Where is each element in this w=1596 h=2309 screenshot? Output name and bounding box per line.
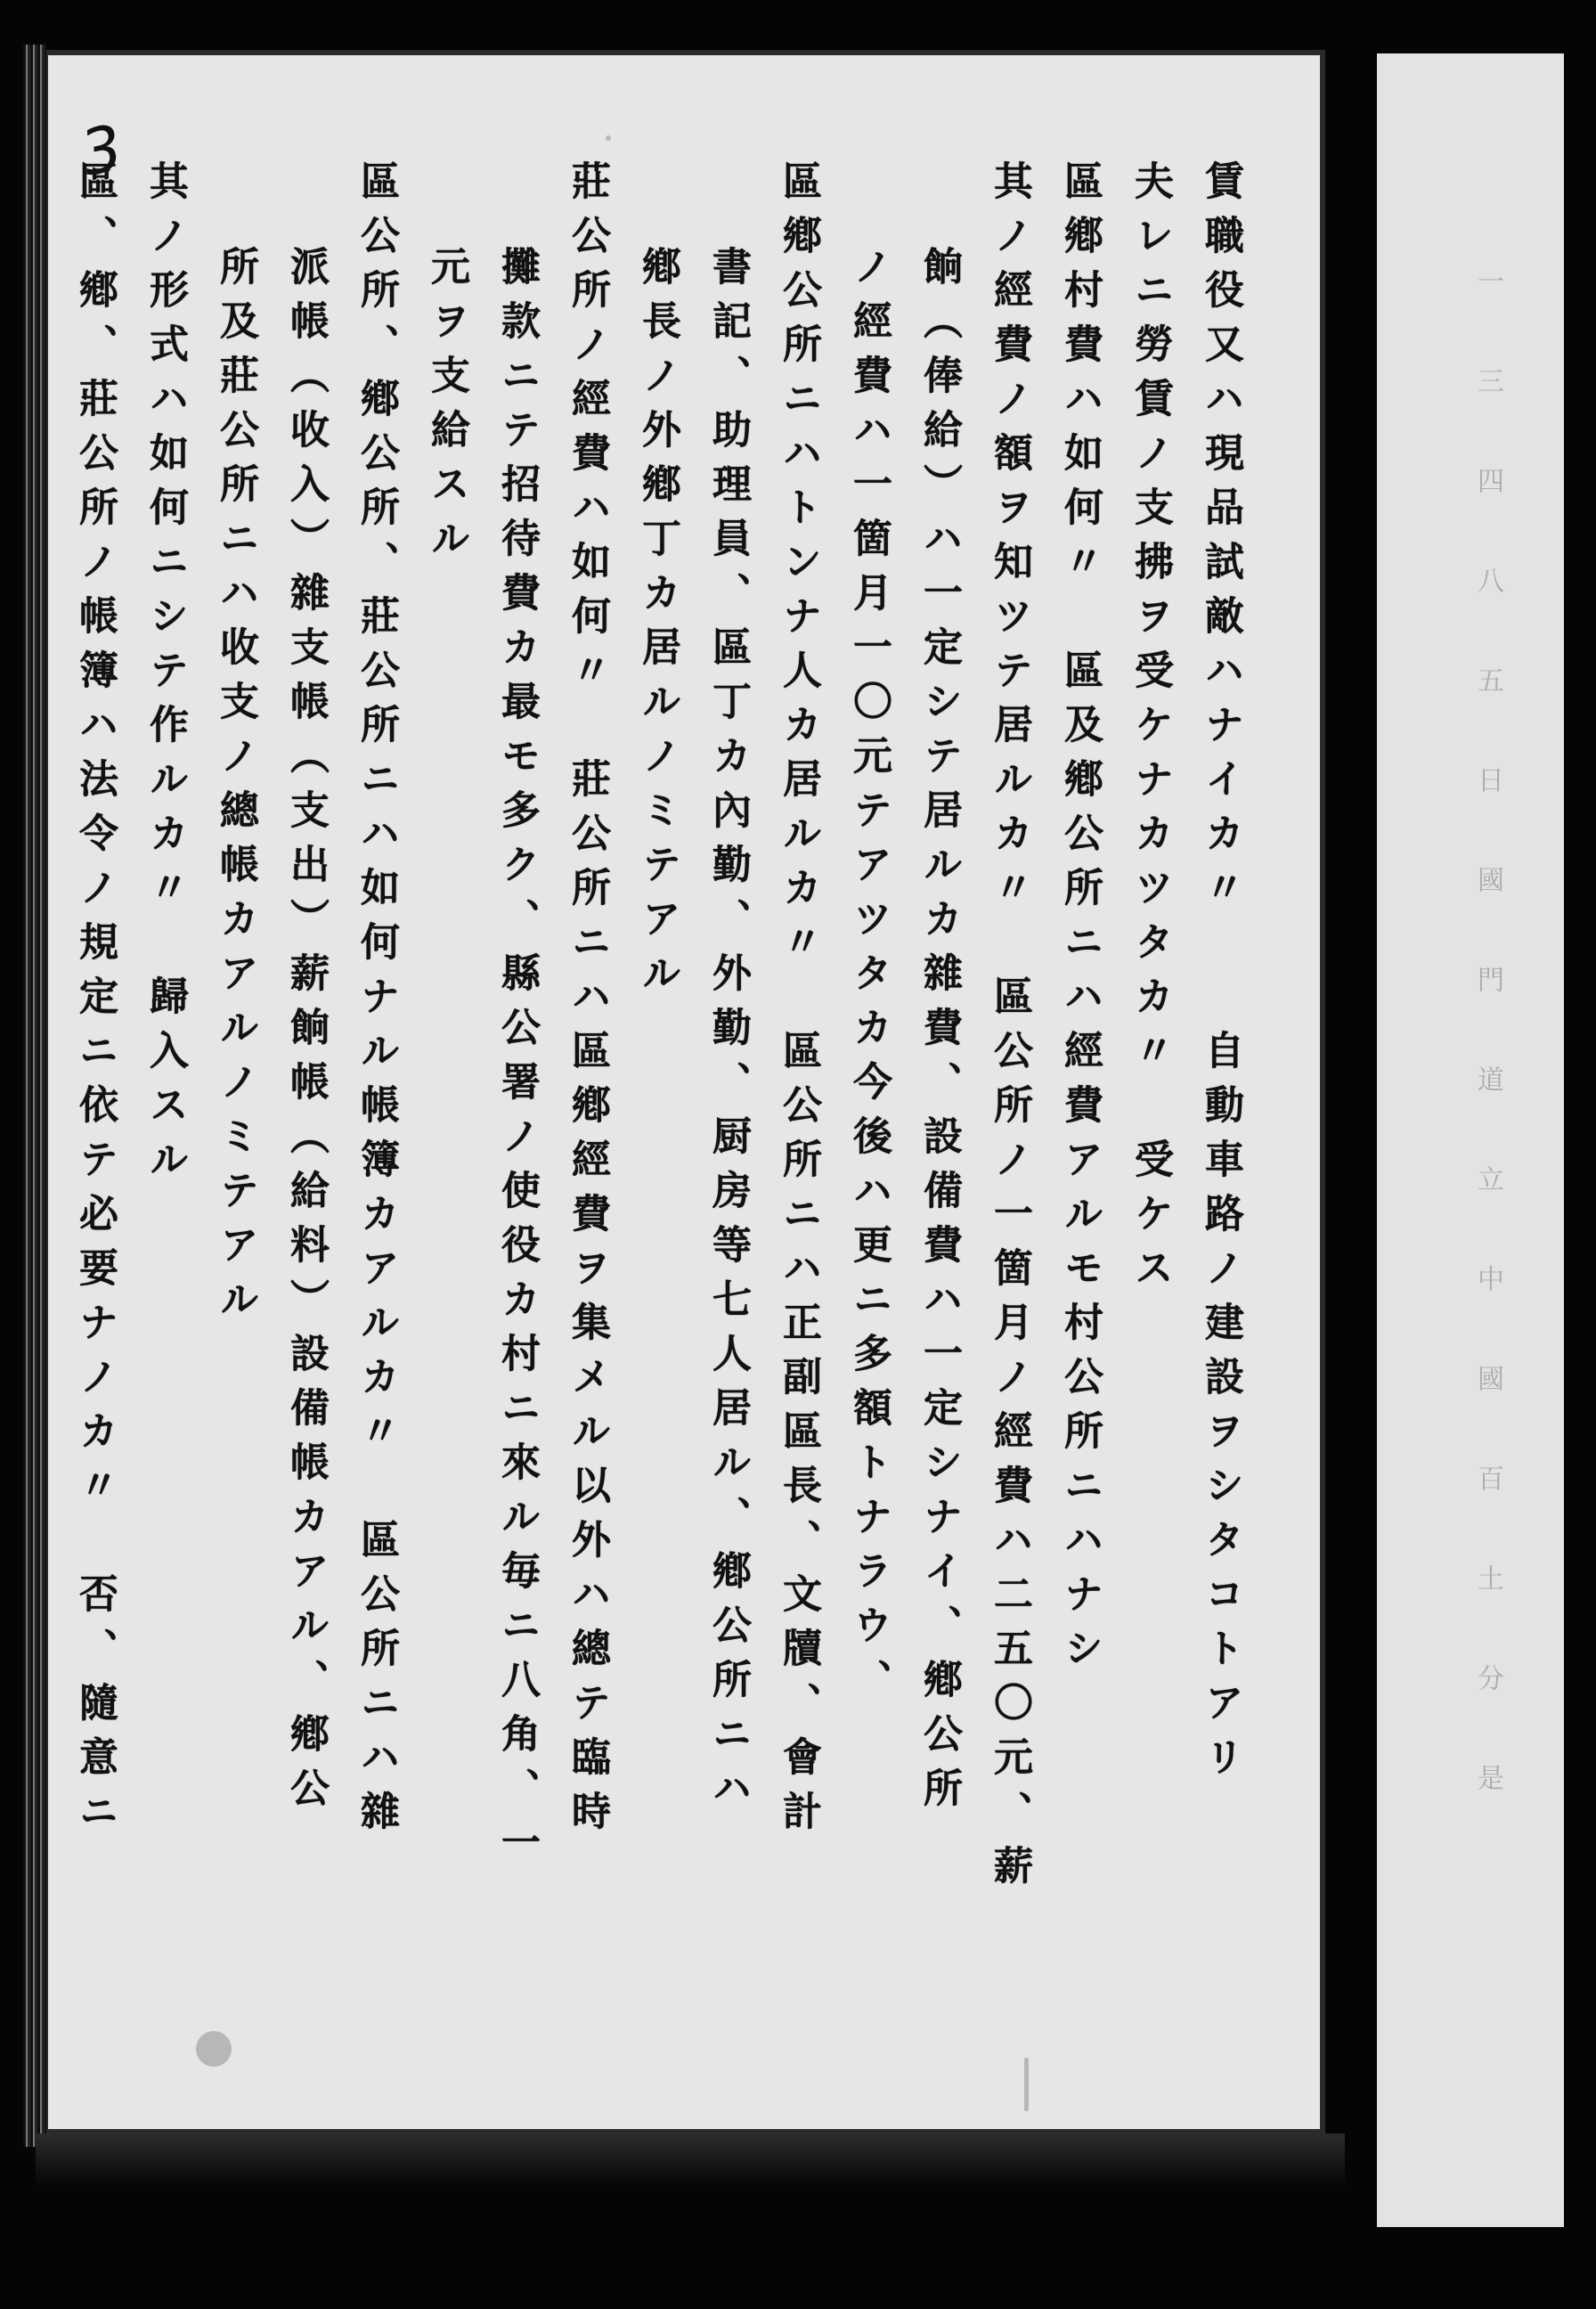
text-column: 攤款ニテ招待費カ最モ多ク、縣公署ノ使役カ村ニ來ル毎ニ八角、一 <box>494 246 540 1876</box>
page-number: 3 <box>74 110 129 191</box>
print-speck <box>196 2031 232 2067</box>
text-column: 其ノ形式ハ如何ニシテ作ルカ〃 歸入スル <box>142 160 188 1193</box>
vertical-text-block <box>72 160 1256 2049</box>
text-column: 所及莊公所ニハ收支ノ總帳カアルノミテアル <box>213 246 258 1333</box>
page-bottom-shadow <box>36 2134 1345 2187</box>
text-column: 夫レニ勞賃ノ支拂ヲ受ケナカツタカ〃 受ケス <box>1128 160 1173 1301</box>
print-speck <box>1024 2058 1029 2111</box>
print-speck <box>606 135 611 141</box>
text-column: 元ヲ支給スル <box>424 246 469 572</box>
text-column: 賃職役又ハ現品試敵ハナイカ〃 自動車路ノ建設ヲシタコトアリ <box>1198 160 1243 1791</box>
text-column: 餉（俸給）ハ一定シテ居ルカ雜費、設備費ハ一定シナイ、鄕公所 <box>916 246 962 1822</box>
adjacent-page-marks: 一 三 四 八 五 日 國 門 道 立 中 國 百 土 分 是 <box>1472 267 1503 1814</box>
text-column: 鄕長ノ外鄕丁カ居ルノミテアル <box>635 246 680 1007</box>
text-column: 區鄕公所ニハトンナ人カ居ルカ〃 區公所ニハ正副區長、文牘、會計 <box>776 160 821 1845</box>
text-column: 區鄕村費ハ如何〃 區及鄕公所ニハ經費アルモ村公所ニハナシ <box>1057 160 1103 1682</box>
text-column: 其ノ經費ノ額ヲ知ツテ居ルカ〃 區公所ノ一箇月ノ經費ハ二五〇元、薪 <box>987 160 1032 1899</box>
text-column: 區公所、鄕公所、莊公所ニハ如何ナル帳簿カアルカ〃 區公所ニハ雜 <box>354 160 399 1845</box>
text-column: 書記、助理員、區丁カ內勤、外勤、厨房等七人居ル、鄕公所ニハ <box>705 246 751 1822</box>
text-column: 莊公所ノ經費ハ如何〃 莊公所ニハ區鄕經費ヲ集メル以外ハ總テ臨時 <box>565 160 610 1845</box>
text-column: 區、鄕、莊公所ノ帳簿ハ法令ノ規定ニ依テ必要ナノカ〃 否、隨意ニ <box>72 160 118 1845</box>
text-column: ノ經費ハ一箇月一〇元テアツタカ今後ハ更ニ多額トナラウ、 <box>846 246 892 1713</box>
page-edge <box>23 45 46 2147</box>
text-column: 派帳（收入）雜支帳（支出）薪餉帳（給料）設備帳カアル、鄕公 <box>283 246 329 1822</box>
